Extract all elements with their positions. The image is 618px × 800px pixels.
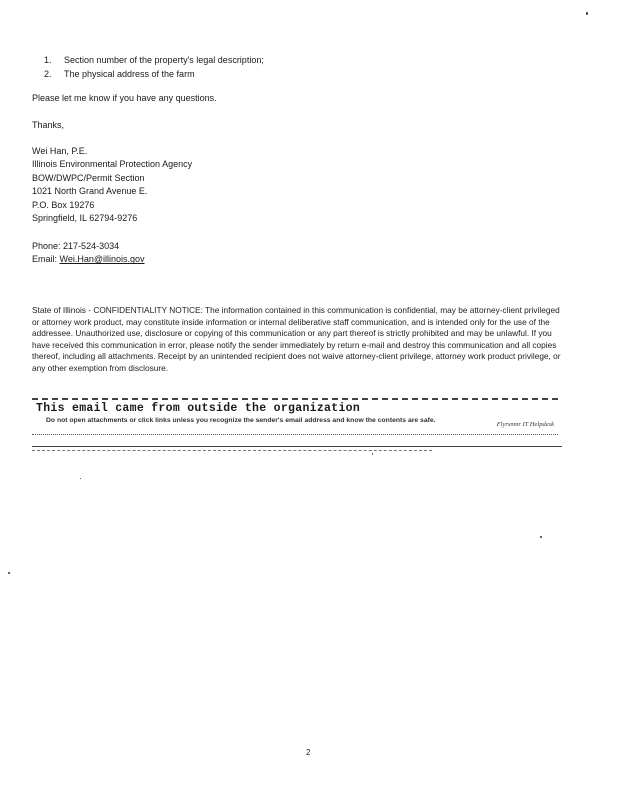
email-link[interactable]: Wei.Han@illinois.gov xyxy=(59,254,145,265)
scan-speck xyxy=(540,536,542,538)
sender-name: Wei Han, P.E. xyxy=(32,146,88,156)
list-item xyxy=(44,53,264,67)
thanks-line: Thanks, xyxy=(32,120,65,130)
phone-line xyxy=(32,240,145,253)
page-number: 2 xyxy=(306,748,311,757)
list-text: Section number of the property's legal description; xyxy=(64,55,264,65)
phone-number: 217-524-3034 xyxy=(63,241,120,251)
list-number: 2. xyxy=(44,69,52,79)
divider-line xyxy=(32,446,562,447)
sender-city: Springfield, IL 62794-9276 xyxy=(32,213,138,224)
numbered-list xyxy=(44,53,264,81)
email-label: Email: xyxy=(32,254,58,265)
confidentiality-notice: State of Illinois - CONFIDENTIALITY NOTICE: The information contained in this communication is confidential, may be attorney-client privileged or attorney work product, may constitute inside information or internal deliberative staff communication, and is intended only for the use of the addressee. Unauthorized use, disclosure or copying of this communication or any part thereof is strictly prohibited and may be unlawful. If you have received this communication in error, please notify the sender immediately by return e-mail and destroy this communication and all copies thereof, including all attachments. Receipt by an unintended recipient does not waive attorney-client privilege, attorney work product privilege, or any other exemption from disclosure. xyxy=(32,305,561,373)
external-email-banner xyxy=(32,398,558,435)
sender-street: 1021 North Grand Avenue E. xyxy=(32,186,148,197)
sender-agency: Illinois Environmental Protection Agency xyxy=(32,159,193,170)
signature-block xyxy=(32,145,192,225)
list-text: The physical address of the farm xyxy=(64,69,195,79)
closing-request: Please let me know if you have any questions. xyxy=(32,93,217,103)
list-number: 1. xyxy=(44,55,52,65)
contact-block xyxy=(32,240,145,267)
phone-label: Phone: xyxy=(32,241,61,251)
banner-signature: Flyrsnmr IT Helpdesk xyxy=(496,421,554,428)
sender-division: BOW/DWPC/Permit Section xyxy=(32,172,145,183)
scan-speck xyxy=(80,478,81,479)
divider-line-dashed xyxy=(32,450,432,451)
list-item xyxy=(44,67,264,81)
sender-po-box: P.O. Box 19276 xyxy=(32,199,95,210)
scan-speck xyxy=(586,12,588,15)
banner-message: Do not open attachments or click links unless you recognize the sender's email address and know the contents are safe. xyxy=(46,417,436,424)
scan-speck xyxy=(8,572,10,574)
banner-title: This email came from outside the organization xyxy=(36,402,361,415)
scan-speck xyxy=(372,453,373,455)
email-line xyxy=(32,253,145,266)
